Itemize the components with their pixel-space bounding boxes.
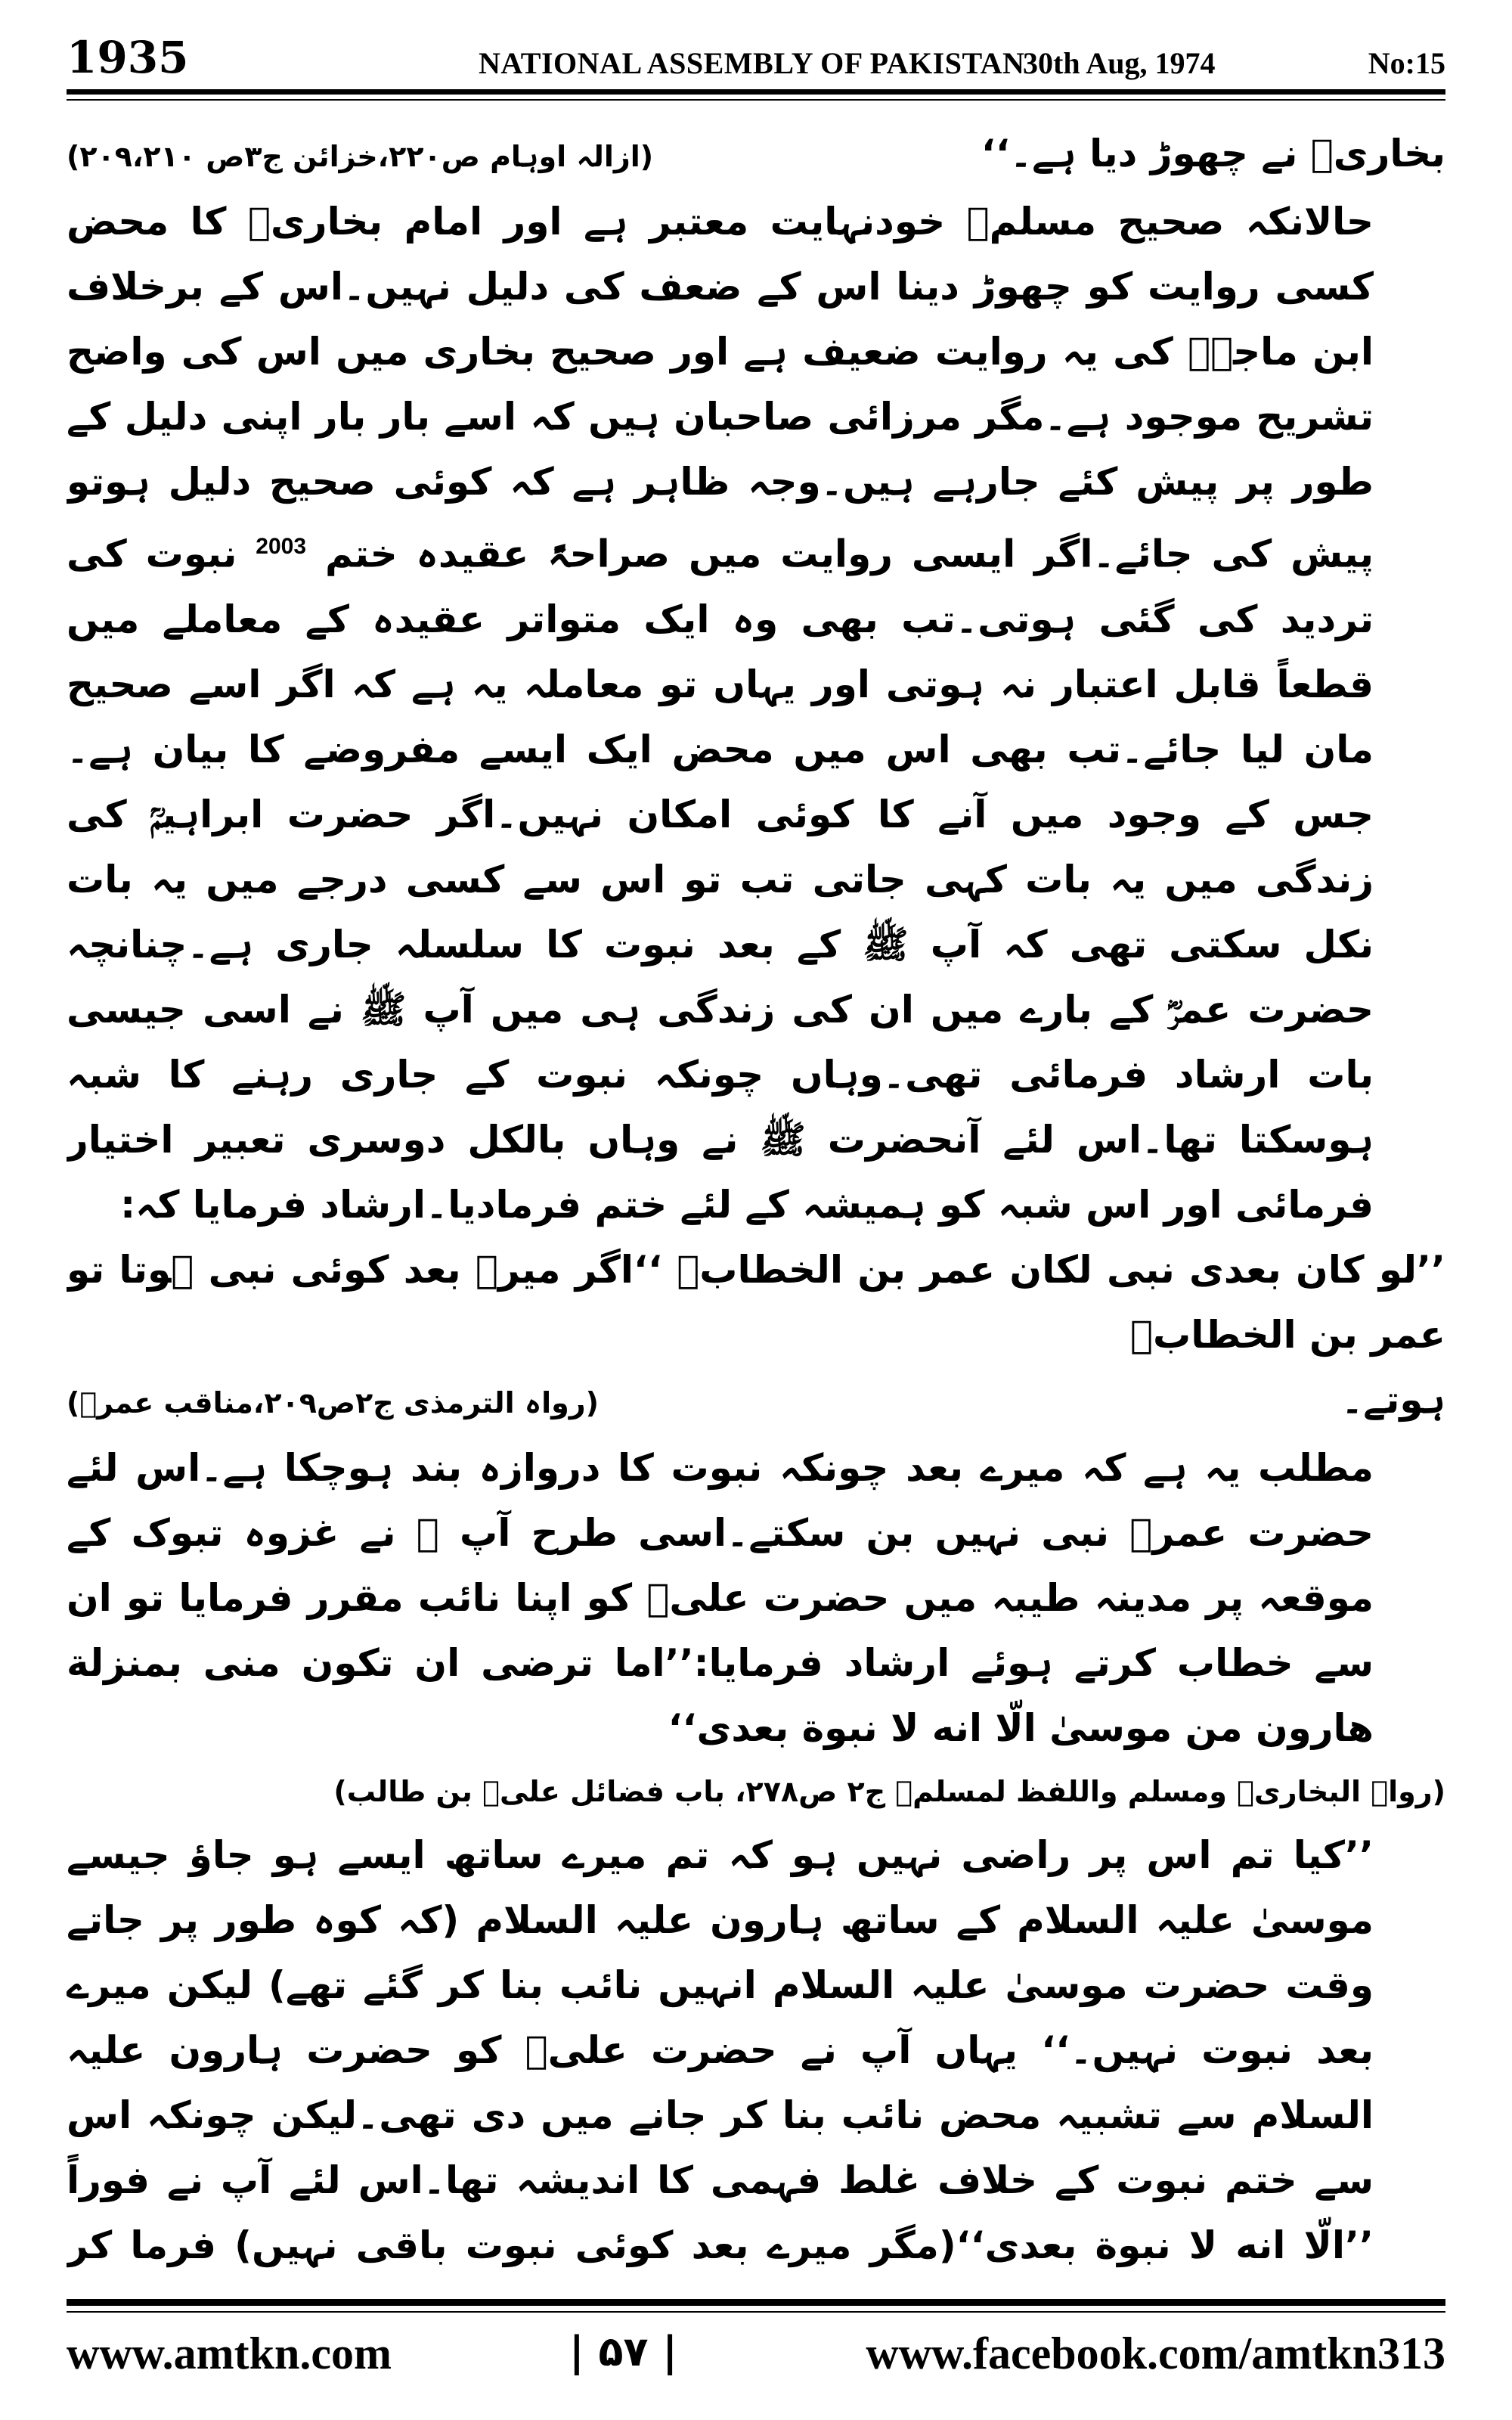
reference-tirmidhi: (رواہ الترمذی ج۲ص۲۰۹،مناقب عمرؓ)	[67, 1385, 599, 1419]
reference-bukhari	[67, 1761, 1445, 1823]
paragraph-1-continued: نبوت کی تردید کی گئی ہوتی۔تب بھی وہ ایک متواتر عقیدہ کے معاملے میں قطعاً قابل اعتبار نہ ہوتی اور یہاں تو معاملہ یہ ہے کہ اگر اسے صحیح مان لیا جائے۔تب بھی اس میں محض ایک ایسے مفروضے کا بیان ہے۔جس کے وجود میں آنے کا کوئی امکان نہیں۔اگر حضرت ابراہیمؒ کی زندگی میں یہ بات کہی جاتی تب تو اس سے کسی درجے میں یہ بات نکل سکتی تھی کہ آپ ﷺ کے بعد نبوت کا سلسلہ جاری ہے۔چنانچہ حضرت عمرؓ کے بارے میں ان کی زندگی ہی میں آپ ﷺ نے اسی جیسی بات ارشاد فرمائی تھی۔وہاں چونکہ نبوت کے جاری رہنے کا شبہ ہوسکتا تھا۔اس لئے آنحضرت ﷺ نے وہاں بالکل دوسری تعبیر اختیار فرمائی اور اس شبہ کو ہمیشہ کے لئے ختم فرمادیا۔ارشاد فرمایا کہ:	[67, 532, 1374, 1227]
paragraph-1-text: حالانکہ صحیح مسلمؒ خودنہایت معتبر ہے اور امام بخاریؒ کا محض کسی روایت کو چھوڑ دینا اس کے ضعف کی دلیل نہیں۔اس کے برخلاف ابن ماجہؒ کی یہ روایت ضعیف ہے اور صحیح بخاری میں اس کی واضح تشریح موجود ہے۔مگر مرزائی صاحبان ہیں کہ اسے بار بار اپنی دلیل کے طور پر پیش کئے جارہے ہیں۔وجہ ظاہر ہے کہ کوئی صحیح دلیل ہوتو پیش کی جائے۔اگر ایسی روایت میں صراحۃً عقیدہ ختم	[67, 200, 1374, 576]
hote-text: ہوتے۔	[1340, 1377, 1445, 1422]
opening-line	[67, 121, 1445, 189]
quote-umar	[67, 1237, 1445, 1367]
page-header	[67, 26, 1445, 94]
header-rule-thin	[67, 99, 1445, 101]
reference-izala: (ازالہ اوہام ص۲۲۰،خزائن ج۳ص ۲۰۹،۲۱۰)	[67, 140, 654, 173]
website-link[interactable]: www.amtkn.com	[67, 2328, 392, 2378]
page-number: 1935	[67, 32, 189, 83]
assembly-title: NATIONAL ASSEMBLY OF PAKISTAN	[479, 46, 1025, 80]
footer-rule-thick	[67, 2299, 1445, 2306]
footer-rule-thin	[67, 2311, 1445, 2313]
document-body	[67, 121, 1445, 2284]
quote-umar-text: ’’لو کان بعدی نبی لکان عمر بن الخطابؓ ‘‘اگر میرے بعد کوئی نبی ہوتا تو عمر بن الخطابؓ	[67, 1247, 1445, 1357]
paragraph-1	[67, 189, 1445, 1237]
opening-text: بخاریؒ نے چھوڑ دیا ہے۔‘‘	[981, 132, 1445, 175]
footer-page-number: | ۵۷ |	[569, 2328, 677, 2375]
page-footer	[67, 2328, 1445, 2396]
session-date: 30th Aug, 1974	[1023, 46, 1216, 80]
tirmidhi-line	[67, 1367, 1445, 1435]
facebook-link[interactable]: www.facebook.com/amtkn313	[866, 2328, 1445, 2378]
paragraph-3	[67, 1823, 1445, 2284]
paragraph-2	[67, 1435, 1445, 1761]
issue-number: No:15	[1368, 46, 1445, 80]
reference-bukhari-text: (رواہ البخاریؒ ومسلم واللفظ لمسلمؒ ج۲ ص۲۷۸، باب فضائل علیؓ بن طالب)	[333, 1774, 1445, 1808]
margin-number: 2003	[256, 534, 307, 559]
header-rule-thick	[67, 89, 1445, 95]
paragraph-3-text: ’’کیا تم اس پر راضی نہیں ہو کہ تم میرے ساتھ ایسے ہو جاؤ جیسے موسیٰ علیہ السلام کے ساتھ ہارون علیہ السلام (کہ کوہ طور پر جاتے وقت حضرت موسیٰ علیہ السلام انہیں نائب بنا کر گئے تھے) لیکن میرے بعد نبوت نہیں۔‘‘ یہاں آپ نے حضرت علیؓ کو حضرت ہارون علیہ السلام سے تشبیہ محض نائب بنا کر جانے میں دی تھی۔لیکن چونکہ اس سے ختم نبوت کے خلاف غلط فہمی کا اندیشہ تھا۔اس لئے آپ نے فوراً ’’الّا انه لا نبوة بعدی‘‘(مگر میرے بعد کوئی نبوت باقی نہیں) فرما کر	[67, 1832, 1374, 2267]
paragraph-2-text: مطلب یہ ہے کہ میرے بعد چونکہ نبوت کا دروازہ بند ہوچکا ہے۔اس لئے حضرت عمرؓ نبی نہیں بن سکتے۔اسی طرح آپ ﷺ نے غزوہ تبوک کے موقعہ پر مدینہ طیبہ میں حضرت علیؓ کو اپنا نائب مقرر فرمایا تو ان سے خطاب کرتے ہوئے ارشاد فرمایا:’’اما ترضی ان تکون منی بمنزلة هارون من موسیٰ الّا انه لا نبوة بعدی‘‘	[67, 1445, 1374, 1750]
